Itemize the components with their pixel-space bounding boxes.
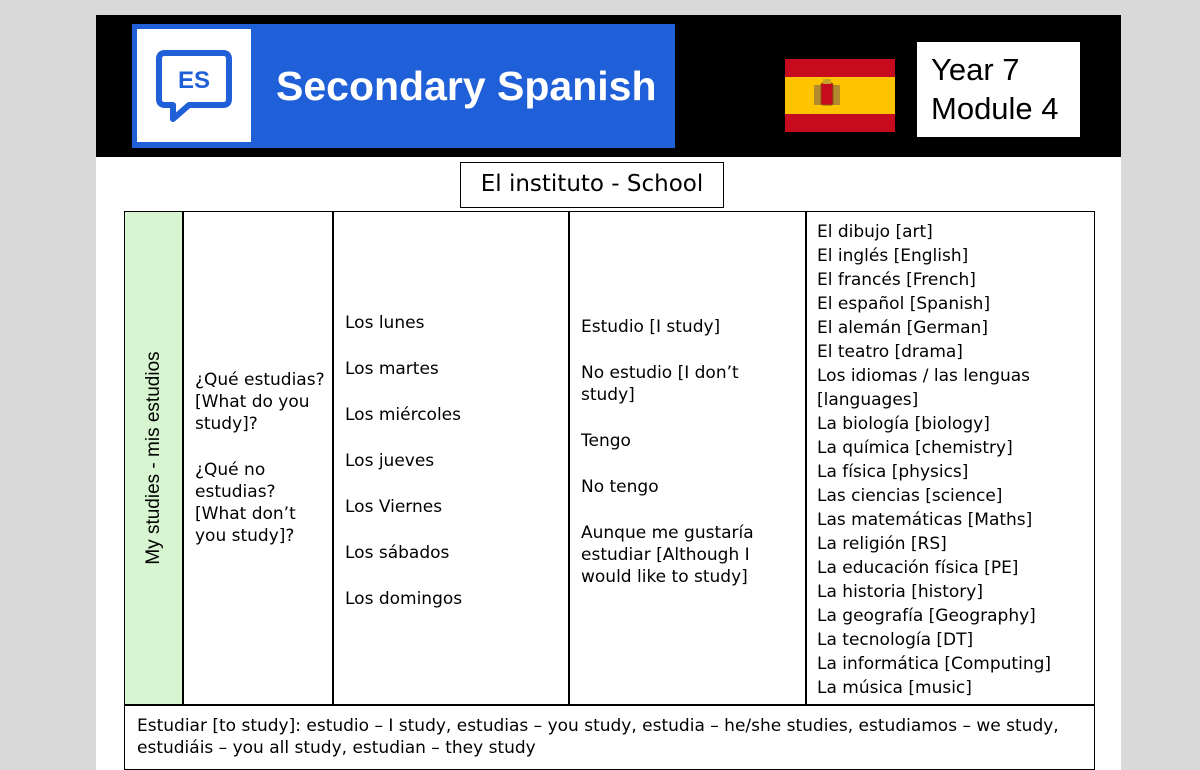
subject-item: La informática [Computing] [817, 654, 1052, 674]
side-label [125, 212, 182, 704]
subject-item: El alemán [German] [817, 318, 988, 338]
subject-item: La historia [history] [817, 582, 983, 602]
year-module-box [917, 42, 1080, 137]
verb-item: No estudio [I don’t study] [581, 363, 739, 405]
subject-item: La química [chemistry] [817, 438, 1013, 458]
day-item: Los jueves [345, 451, 435, 471]
subject-item: La geografía [Geography] [817, 606, 1036, 626]
verb-item: Tengo [581, 431, 631, 451]
module-label: Module 4 [931, 91, 1059, 126]
column-divider [805, 212, 807, 704]
speech-bubble-icon [155, 47, 233, 125]
logo-text: ES [177, 67, 211, 94]
subject-item: La música [music] [817, 678, 972, 698]
brand-title: Secondary Spanish [276, 63, 657, 109]
conjugation-note: Estudiar [to study]: estudio – I study, estudias – you study, estudia – he/she studies, estudiamos – we study, estudiáis – you all study, estudian – they study [137, 716, 1059, 758]
day-item: Los domingos [345, 589, 463, 609]
column-divider [182, 212, 184, 704]
day-item: Los miércoles [345, 405, 461, 425]
row-divider [125, 704, 1094, 706]
subject-item: La religión [RS] [817, 534, 947, 554]
year-label: Year 7 [931, 52, 1020, 87]
vocabulary-table [124, 211, 1095, 770]
day-item: Los lunes [345, 313, 425, 333]
verb-item: Aunque me gustaría estudiar [Although I would like to study] [581, 523, 754, 587]
subject-item: Los idiomas / las lenguas [languages] [817, 366, 1031, 410]
subject-item: La tecnología [DT] [817, 630, 974, 650]
subject-item: El dibujo [art] [817, 222, 933, 242]
verb-item: No tengo [581, 477, 659, 497]
verbs-cell [581, 316, 791, 612]
logo [137, 29, 251, 142]
subject-item: El francés [French] [817, 270, 976, 290]
day-item: Los martes [345, 359, 439, 379]
column-divider [332, 212, 334, 704]
subject-item: La física [physics] [817, 462, 969, 482]
questions-cell [195, 369, 327, 571]
question-text: ¿Qué estudias? [What do you study]? [195, 370, 325, 434]
subject-item: El teatro [drama] [817, 342, 963, 362]
day-item: Los sábados [345, 543, 450, 563]
subject-item: El español [Spanish] [817, 294, 991, 314]
question-text: ¿Qué no estudias? [What don’t you study]? [195, 460, 296, 546]
subject-item: Las ciencias [science] [817, 486, 1003, 506]
verb-item: Estudio [I study] [581, 317, 721, 337]
subject-item: Las matemáticas [Maths] [817, 510, 1033, 530]
column-divider [568, 212, 570, 704]
subject-item: El inglés [English] [817, 246, 969, 266]
subject-item: La educación física [PE] [817, 558, 1019, 578]
subject-item: La biología [biology] [817, 414, 990, 434]
spain-flag-icon [785, 59, 895, 132]
worksheet-title: El instituto - School [460, 162, 724, 208]
side-label-text: My studies - mis estudios [142, 351, 164, 565]
days-cell [345, 312, 560, 634]
day-item: Los Viernes [345, 497, 443, 517]
subjects-cell [817, 220, 1087, 700]
